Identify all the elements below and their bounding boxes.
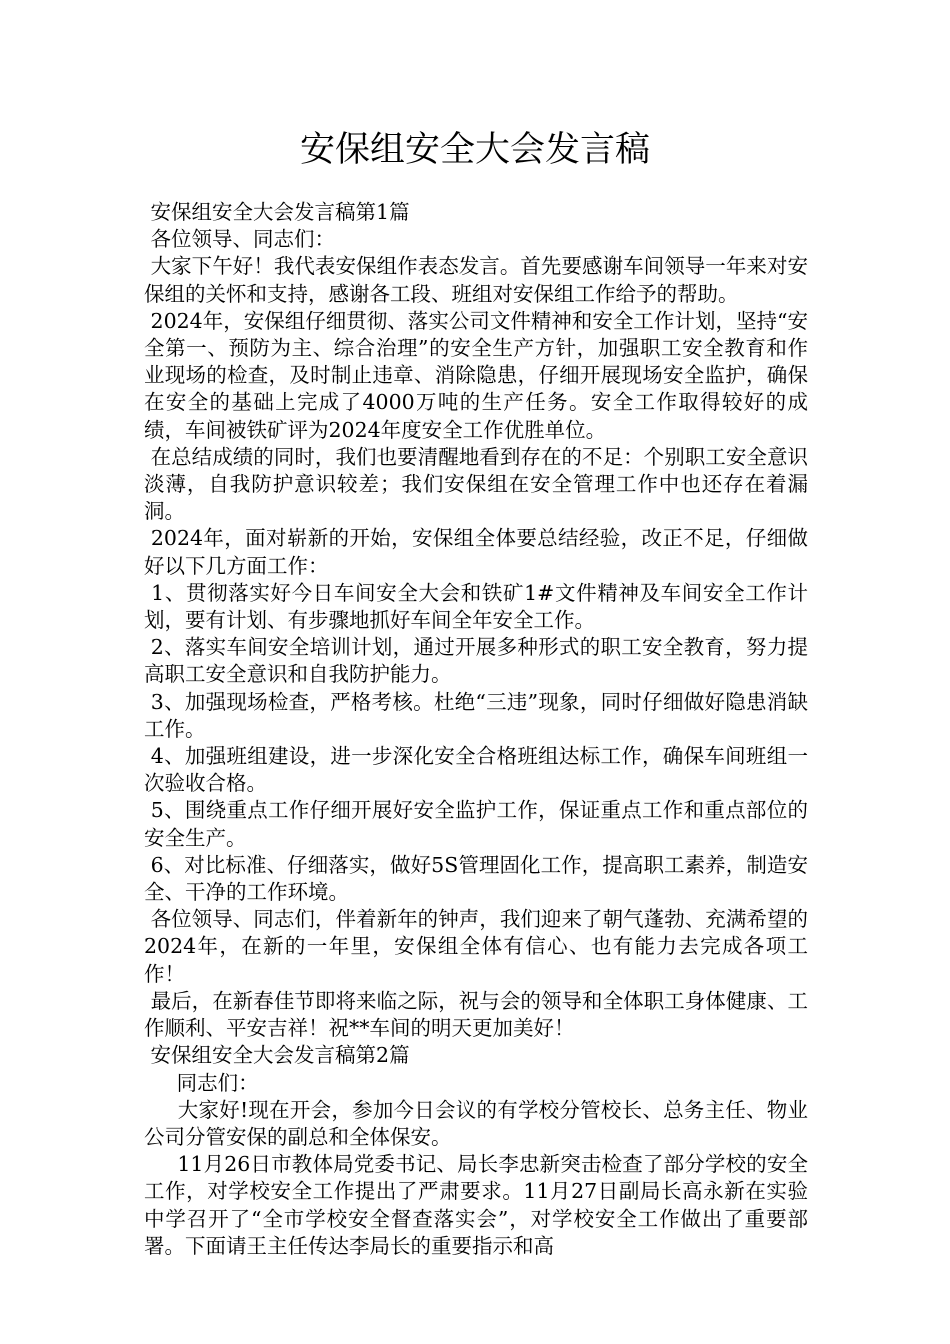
list-item: 1、贯彻落实好今日车间安全大会和铁矿1#文件精神及车间安全工作计划，要有计划、有步骤地抓好车间全年安全工作。 [144,580,808,633]
document-body [144,199,808,1260]
paragraph: 2024年，面对崭新的开始，安保组全体要总结经验，改正不足，仔细做好以下几方面工作： [144,526,808,578]
paragraph: 最后，在新春佳节即将来临之际，祝与会的领导和全体职工身体健康、工作顺利、平安吉祥！祝**车间的明天更加美好！ [144,988,808,1041]
paragraph: 11月26日市教体局党委书记、局长李忠新突击检查了部分学校的安全工作，对学校安全工作提出了严肃要求。11月27日副局长高永新在实验中学召开了“全市学校安全督查落实会”，对学校安全工作做出了重要部署。下面请王主任传达李局长的重要指示和高 [144,1152,808,1258]
paragraph: 2024年，安保组仔细贯彻、落实公司文件精神和安全工作计划，坚持“安全第一、预防为主、综合治理”的安全生产方针，加强职工安全教育和作业现场的检查，及时制止违章、消除隐患，仔细开展现场安全监护，确保在安全的基础上完成了4000万吨的生产任务。安全工作取得较好的成绩，车间被铁矿评为2024年度安全工作优胜单位。 [144,308,808,442]
paragraph: 在总结成绩的同时，我们也要清醒地看到存在的不足：个别职工安全意识淡薄，自我防护意识较差；我们安保组在安全管理工作中也还存在着漏洞。 [144,444,808,524]
paragraph: 大家好!现在开会，参加今日会议的有学校分管校长、总务主任、物业公司分管安保的副总和全体保安。 [144,1097,808,1149]
list-item: 2、落实车间安全培训计划，通过开展多种形式的职工安全教育，努力提高职工安全意识和自我防护能力。 [144,635,808,687]
paragraph-salutation: 同志们： [144,1070,259,1095]
paragraph: 各位领导、同志们，伴着新年的钟声，我们迎来了朝气蓬勃、充满希望的2024年，在新的一年里，安保组全体有信心、也有能力去完成各项工作！ [144,907,808,986]
list-item: 4、加强班组建设，进一步深化安全合格班组达标工作，确保车间班组一次验收合格。 [144,744,808,796]
paragraph-section-heading-1: 安保组安全大会发言稿第1篇 [144,200,410,224]
list-item: 6、对比标准、仔细落实，做好5S管理固化工作，提高职工素养，制造安全、干净的工作环境。 [144,852,808,905]
list-item: 5、围绕重点工作仔细开展好安全监护工作，保证重点工作和重点部位的安全生产。 [144,798,808,850]
paragraph: 大家下午好！我代表安保组作表态发言。首先要感谢车间领导一年来对安保组的关怀和支持，感谢各工段、班组对安保组工作给予的帮助。 [144,254,808,306]
paragraph-salutation: 各位领导、同志们： [144,227,336,252]
list-item: 3、加强现场检查，严格考核。杜绝“三违”现象，同时仔细做好隐患消缺工作。 [144,689,808,741]
paragraph-section-heading-2: 安保组安全大会发言稿第2篇 [144,1043,410,1068]
document-title: 安保组安全大会发言稿 [299,130,650,170]
